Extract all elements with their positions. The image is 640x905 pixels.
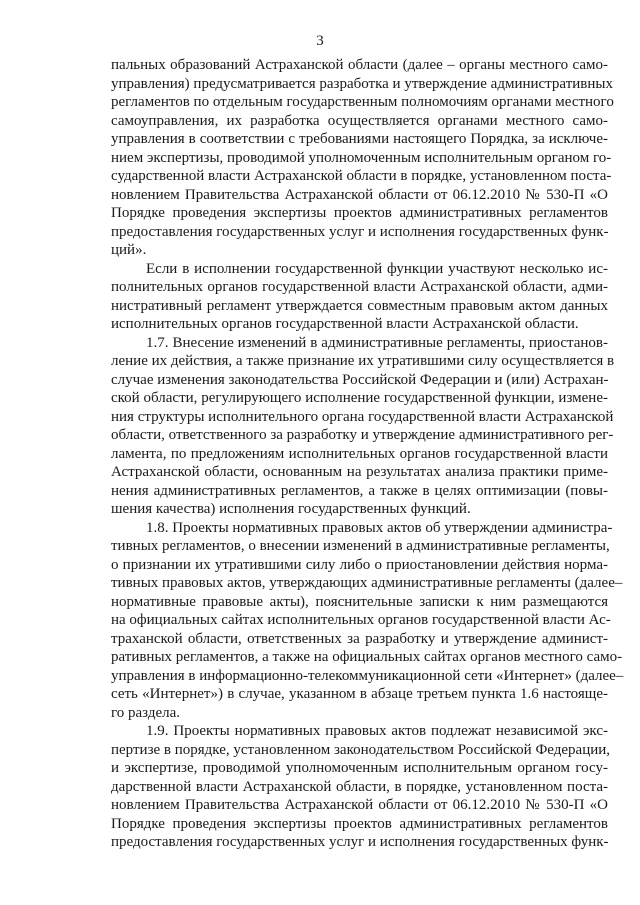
- paragraph: [111, 722, 611, 852]
- text-line: предоставления государственных услуг и исполнения государственных функ-: [111, 223, 609, 240]
- text-line: о признании их утратившими силу либо о приостановлении действия норма-: [111, 556, 608, 573]
- text-line: и экспертизе, проводимой уполномоченным исполнительным органом госу-: [111, 760, 608, 776]
- text-line: Астраханской области, основанным на результатах анализа практики приме-: [111, 464, 608, 480]
- text-line: случае изменения законодательства Российской Федерации и (или) Астрахан-: [111, 371, 609, 388]
- text-line: дарственной власти Астраханской области, в порядке, установленном поста-: [111, 778, 608, 795]
- text-line: сеть «Интернет») в случае, указанном в абзаце третьем пункта 1.6 настояще-: [111, 686, 608, 702]
- text-line: нистративный регламент утверждается совместным правовым актом данных: [111, 297, 608, 314]
- text-line: самоуправления, их разработка осуществляется органами местного само-: [111, 112, 608, 129]
- text-line: ламента, по предложениям исполнительных органов государственной власти: [111, 445, 608, 462]
- text-line: нормативные правовые акты), пояснительные записки к ним размещаются: [111, 593, 608, 610]
- page-number: 3: [316, 33, 324, 49]
- text-line: шения качества) исполнения государственных функций.: [111, 501, 471, 517]
- text-line: управления в соответствии с требованиями настоящего Порядка, за исключе-: [111, 131, 608, 147]
- text-line: полнительных органов государственной власти Астраханской области, адми-: [111, 279, 608, 295]
- text-line: го раздела.: [111, 704, 181, 721]
- text-line: 1.7. Внесение изменений в административные регламенты, приостанов-: [146, 334, 608, 351]
- text-line: области, ответственного за разработку и утверждение административного рег-: [111, 427, 614, 443]
- text-line: регламентов по отдельным государственным полномочиям органами местного: [111, 94, 614, 110]
- text-line: тивных правовых актов, утверждающих административные регламенты (далее–: [111, 575, 623, 591]
- text-line: Порядке проведения экспертизы проектов административных регламентов: [111, 205, 608, 221]
- text-line: Порядке проведения экспертизы проектов административных регламентов: [111, 815, 608, 832]
- text-line: исполнительных органов государственной власти Астраханской области.: [111, 316, 579, 332]
- text-line: предоставления государственных услуг и исполнения государственных функ-: [111, 834, 609, 850]
- text-line: 1.8. Проекты нормативных правовых актов об утверждении администра-: [146, 519, 613, 536]
- text-line: ративных регламентов, а также на официальных сайтах органов местного само-: [111, 649, 623, 665]
- paragraph: [111, 519, 624, 723]
- text-line: траханской области, ответственных за разработку и утверждение админист-: [111, 630, 608, 647]
- text-line: новлением Правительства Астраханской области от 06.12.2010 № 530-П «О: [111, 797, 608, 813]
- text-line: нием экспертизы, проводимой уполномоченным исполнительным органом го-: [111, 149, 612, 166]
- text-line: ской области, регулирующего исполнение государственной функции, измене-: [111, 390, 608, 406]
- paragraph: [111, 334, 615, 519]
- text-line: ление их действия, а также признание их утратившими силу осуществляется в: [111, 353, 615, 369]
- paragraph: [111, 260, 608, 334]
- text-line: на официальных сайтах исполнительных органов государственной власти Ас-: [111, 612, 611, 628]
- text-line: сударственной власти Астраханской области в порядке, установленном поста-: [111, 168, 612, 184]
- text-line: ций».: [111, 242, 147, 258]
- text-line: Если в исполнении государственной функции участвуют несколько ис-: [146, 260, 608, 277]
- text-line: пертизе в порядке, установленном законодательством Российской Федерации,: [111, 741, 611, 758]
- text-line: новлением Правительства Астраханской области от 06.12.2010 № 530-П «О: [111, 186, 608, 203]
- text-line: 1.9. Проекты нормативных правовых актов подлежат независимой экс-: [146, 723, 608, 739]
- text-line: управления) предусматривается разработка и утверждение административных: [111, 75, 613, 92]
- text-line: нения административных регламентов, а также в целях оптимизации (повы-: [111, 482, 608, 499]
- text-line: пальных образований Астраханской области (далее – органы местного само-: [111, 57, 608, 73]
- document-body: [111, 56, 624, 852]
- text-line: управления в информационно-телекоммуникационной сети «Интернет» (далее–: [111, 667, 624, 684]
- text-line: ния структуры исполнительного органа государственной власти Астраханской: [111, 408, 614, 425]
- paragraph: [111, 56, 614, 260]
- text-line: тивных регламентов, о внесении изменений в административные регламенты,: [111, 538, 610, 554]
